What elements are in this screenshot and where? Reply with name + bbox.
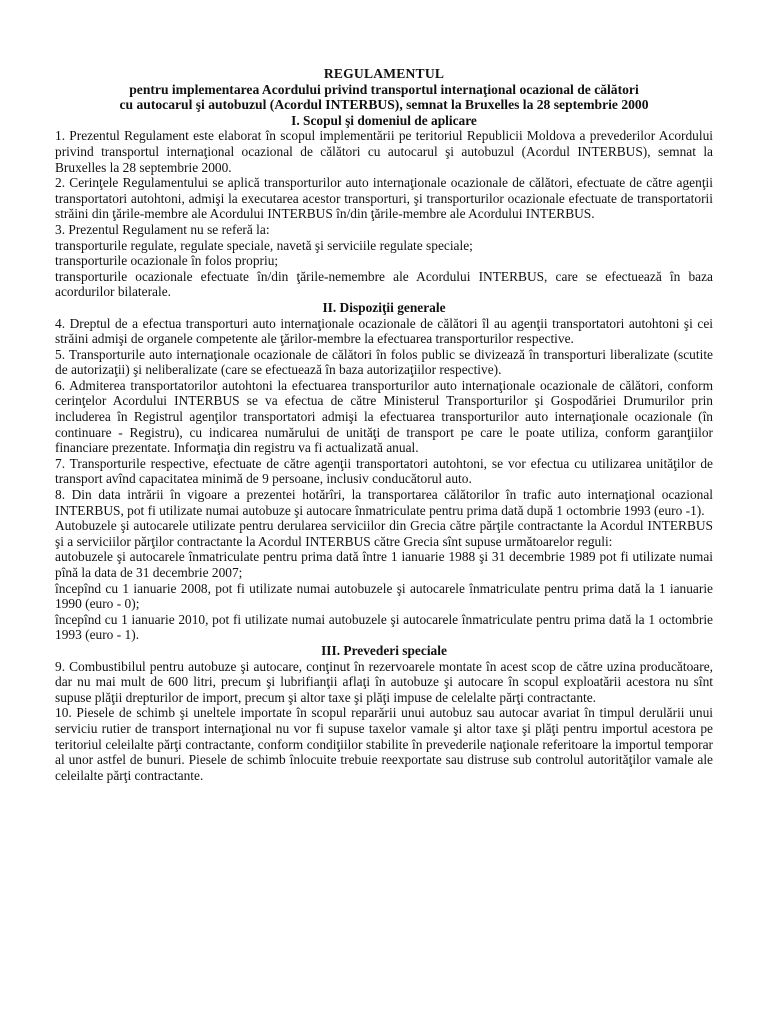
document-title: REGULAMENTUL — [323, 66, 445, 81]
section-heading: I. Scopul şi domeniul de aplicare — [291, 112, 477, 128]
paragraph: transporturile regulate, regulate speciale, navetă şi serviciile regulate speciale; — [55, 237, 473, 253]
paragraph: 10. Piesele de schimb şi uneltele importate în scopul reparării unui autobuz sau autocar avariat în timpul derulării unui serviciu rutier de transport internaţional nu vor fi supuse taxelor vamale şi altor taxe şi plăţi pentru importul acestora pe teritoriul celeilalte părţi contractante, conform condiţiilor stabilite în prevederile naţionale referitoare la importul temporar al unor astfel de bunuri. Piesele de schimb înlocuite trebuie reexportate sau distruse sub controlul autorităţilor vamale ale celeilalte părţi contractante. — [55, 705, 713, 783]
paragraph: 3. Prezentul Regulament nu se referă la: — [55, 221, 270, 237]
subtitle-line: cu autocarul şi autobuzul (Acordul INTERBUS), semnat la Bruxelles la 28 septembrie 2000 — [119, 97, 649, 113]
paragraph: 8. Din data intrării în vigoare a prezentei hotărîri, la transportarea călătorilor în trafic auto internaţional ocazional INTERBUS, pot fi utilizate numai autobuze şi autocare înmatriculate pentru prima dată după 1 octombrie 1993 (euro -1). — [55, 487, 713, 518]
paragraph: transporturile ocazionale în folos propriu; — [55, 253, 279, 269]
paragraph: transporturile ocazionale efectuate în/din ţările-nemembre ale Acordului INTERBUS, care se efectuează în baza acordurilor bilaterale. — [55, 268, 713, 300]
paragraph: 9. Combustibilul pentru autobuze şi autocare, conţinut în rezervoarele montate în acest scop de către uzina producătoare, dar nu mai mult de 600 litri, precum şi lubrifianţii aflaţi în autobuze şi autocare în scopul exploatării acestora nu sînt supuse plăţii drepturilor de import, precum şi altor taxe şi plăţi impuse de celelalte părţi contractante. — [55, 658, 713, 705]
paragraph: 2. Cerinţele Regulamentului se aplică transporturilor auto internaţionale ocazionale de călători, efectuate de către agenţii transportatori autohtoni, admişi la executarea acestor transporturi, şi transporturilor ocazionale efectuate de transportatorii străini din ţările-membre ale Acordului INTERBUS în/din ţările-membre ale Acordului INTERBUS. — [55, 175, 713, 222]
section-heading: III. Prevederi speciale — [321, 642, 447, 658]
paragraph: 1. Prezentul Regulament este elaborat în scopul implementării pe teritoriul Republicii Moldova a prevederilor Acordului privind transportul internaţional ocazional de călători cu autocarul şi autobuzul (Acordul INTERBUS), semnat la Bruxelles la 28 septembrie 2000. — [55, 128, 713, 175]
paragraph: începînd cu 1 ianuarie 2010, pot fi utilizate numai autobuzele şi autocarele înmatriculate pentru prima dată la 1 octombrie 1993 (euro - 1). — [55, 611, 713, 643]
paragraph: Autobuzele şi autocarele utilizate pentru derularea serviciilor din Grecia către părţile contractante la Acordul INTERBUS şi a serviciilor părţilor contractante la Acordul INTERBUS către Grecia sînt supuse următoarelor reguli: — [55, 518, 713, 549]
paragraph: 4. Dreptul de a efectua transporturi auto internaţionale ocazionale de călători îl au agenţii transportatori autohtoni şi cei străini admişi de organele competente ale ţărilor-membre la efectuarea transporturilor respective. — [55, 315, 713, 347]
paragraph: autobuzele şi autocarele înmatriculate pentru prima dată între 1 ianuarie 1988 şi 31 decembrie 1989 pot fi utilizate numai pînă la data de 31 decembrie 2007; — [55, 549, 713, 580]
subtitle-line: pentru implementarea Acordului privind transportul internaţional ocazional de călători — [129, 81, 639, 97]
paragraph: începînd cu 1 ianuarie 2008, pot fi utilizate numai autobuzele şi autocarele înmatriculate pentru prima dată la 1 ianuarie 1990 (euro - 0); — [55, 580, 713, 612]
paragraph: 7. Transporturile respective, efectuate de către agenţii transportatori autohtoni, se vor efectua cu utilizarea unităţilor de transport avînd capacitatea minimă de 9 persoane, inclusiv conducătorul auto. — [55, 455, 713, 487]
paragraph: 6. Admiterea transportatorilor autohtoni la efectuarea transporturilor auto internaţionale ocazionale de călători, conform cerinţelor Acordului INTERBUS se va efectua de către Ministerul Transporturilor şi Gospodăriei Drumurilor prin includerea în Registrul agenţilor transportatori admişi la efectuarea transporturilor auto internaţionale ocazionale (în continuare - Registru), cu indicarea numărului de unităţi de transport pe care le poate utiliza, conform garanţiilor financiare prezentate. Informaţia din registru va fi actualizată anual. — [55, 377, 713, 456]
paragraph: 5. Transporturile auto internaţionale ocazionale de călători în folos public se divizează în transporturi liberalizate (scutite de autorizaţii) şi neliberalizate (care se efectuează în baza autorizaţiilor respective). — [55, 346, 713, 378]
section-heading: II. Dispoziţii generale — [322, 299, 446, 315]
document-subtitle — [55, 82, 713, 113]
